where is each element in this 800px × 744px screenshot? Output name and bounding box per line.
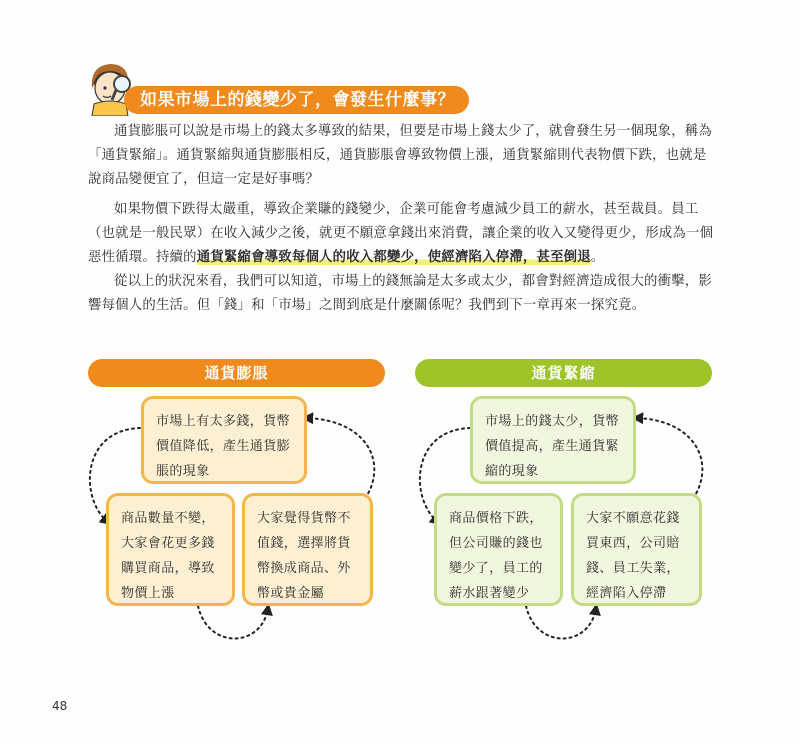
deflation-arrow-left-to-right (526, 606, 596, 639)
inflation-label: 通貨膨脹 (88, 359, 385, 387)
deflation-left-box: 商品價格下跌，但公司賺的錢也變少了，員工的薪水跟著變少 (434, 493, 563, 606)
paragraph-1 (88, 120, 720, 192)
deflation-top-box: 市場上的錢太少，貨幣價值提高，產生通貨緊縮的現象 (470, 396, 636, 484)
deflation-label: 通貨緊縮 (415, 359, 712, 387)
inflation-left-box: 商品數量不變，大家會花更多錢購買商品，導致物價上漲 (106, 493, 235, 606)
paragraph-2 (88, 198, 720, 270)
paragraph-3-text: 從以上的狀況來看，我們可以知道，市場上的錢無論是太多或太少，都會對經濟造成很大的衝擊，影響每個人的生活。但「錢」和「市場」之間到底是什麼關係呢？我們到下一章再來一探究竟。 (88, 274, 712, 313)
page-number: 48 (52, 699, 68, 713)
inflation-right-box: 大家覺得貨幣不值錢，選擇將貨幣換成商品、外幣或貴金屬 (242, 493, 373, 606)
paragraph-1-text: 通貨膨脹可以說是市場上的錢太多導致的結果，但要是市場上錢太少了，就會發生另一個現象，稱為「通貨緊縮」。通貨緊縮與通貨膨脹相反，通貨膨脹會導致物價上漲，通貨緊縮則代表物價下跌，也就是說商品變便宜了，但這一定是好事嗎？ (88, 124, 712, 187)
deflation-right-box: 大家不願意花錢買東西，公司賠錢、員工失業，經濟陷入停滯 (571, 493, 702, 606)
paragraph-3 (88, 270, 720, 318)
paragraph-2-text: 如果物價下跌得太嚴重，導致企業賺的錢變少，企業可能會考慮減少員工的薪水，甚至裁員。員工（也就是一般民眾）在收入減少之後，就更不願意拿錢出來消費，讓企業的收入又變得更少，形成為一個惡性循環。持續的 (88, 202, 714, 265)
inflation-top-box: 市場上有太多錢，貨幣價值降低，產生通貨膨脹的現象 (141, 396, 307, 484)
inflation-arrow-left-to-right (198, 606, 268, 639)
highlighted-text: 通貨緊縮會導致每個人的收入都變少，使經濟陷入停滯，甚至倒退 (196, 250, 591, 265)
section-title: 如果市場上的錢變少了，會發生什麼事？ (124, 86, 469, 114)
paragraph-2-end: 。 (590, 250, 605, 265)
